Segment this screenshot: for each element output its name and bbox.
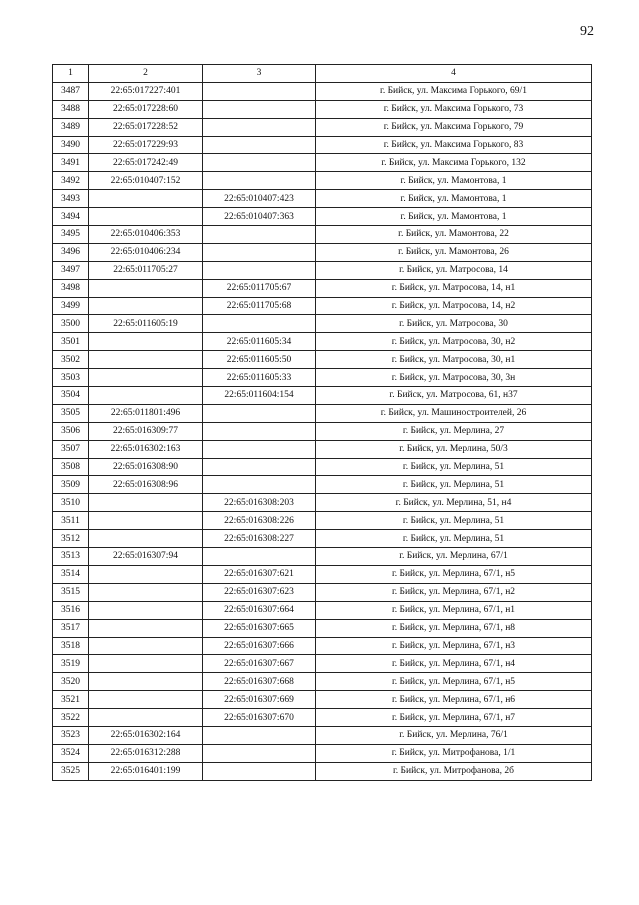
object-cadastral-number-cell: 22:65:011705:68	[203, 297, 316, 315]
table-header-row	[53, 65, 592, 83]
object-cadastral-number-cell	[203, 404, 316, 422]
address-cell: г. Бийск, ул. Митрофанова, 2б	[316, 762, 592, 780]
address-cell: г. Бийск, ул. Мерлина, 51	[316, 530, 592, 548]
table-row	[53, 512, 592, 530]
table-row	[53, 476, 592, 494]
address-cell: г. Бийск, ул. Мамонтова, 22	[316, 226, 592, 244]
row-number-cell: 3505	[53, 404, 89, 422]
column-header-3: 3	[203, 65, 316, 83]
table-row	[53, 387, 592, 405]
land-cadastral-number-cell	[89, 351, 203, 369]
address-cell: г. Бийск, ул. Матросова, 30	[316, 315, 592, 333]
land-cadastral-number-cell: 22:65:017242:49	[89, 154, 203, 172]
address-cell: г. Бийск, ул. Максима Горького, 69/1	[316, 82, 592, 100]
table-row	[53, 279, 592, 297]
object-cadastral-number-cell	[203, 422, 316, 440]
object-cadastral-number-cell: 22:65:011705:67	[203, 279, 316, 297]
address-cell: г. Бийск, ул. Максима Горького, 132	[316, 154, 592, 172]
address-cell: г. Бийск, ул. Матросова, 61, н37	[316, 387, 592, 405]
land-cadastral-number-cell	[89, 297, 203, 315]
address-cell: г. Бийск, ул. Мерлина, 51	[316, 458, 592, 476]
address-cell: г. Бийск, ул. Мерлина, 67/1, н2	[316, 583, 592, 601]
address-cell: г. Бийск, ул. Митрофанова, 1/1	[316, 744, 592, 762]
land-cadastral-number-cell: 22:65:017227:401	[89, 82, 203, 100]
table-row	[53, 744, 592, 762]
address-cell: г. Бийск, ул. Матросова, 30, 3н	[316, 369, 592, 387]
column-header-2: 2	[89, 65, 203, 83]
address-cell: г. Бийск, ул. Мерлина, 67/1, н5	[316, 673, 592, 691]
land-cadastral-number-cell: 22:65:016309:77	[89, 422, 203, 440]
row-number-cell: 3515	[53, 583, 89, 601]
object-cadastral-number-cell	[203, 172, 316, 190]
object-cadastral-number-cell	[203, 476, 316, 494]
land-cadastral-number-cell: 22:65:010407:152	[89, 172, 203, 190]
table-row	[53, 601, 592, 619]
table-row	[53, 208, 592, 226]
table-row	[53, 351, 592, 369]
table-row	[53, 458, 592, 476]
object-cadastral-number-cell	[203, 548, 316, 566]
land-cadastral-number-cell	[89, 333, 203, 351]
object-cadastral-number-cell: 22:65:011605:34	[203, 333, 316, 351]
land-cadastral-number-cell: 22:65:010406:234	[89, 243, 203, 261]
address-cell: г. Бийск, ул. Мерлина, 67/1, н4	[316, 655, 592, 673]
row-number-cell: 3502	[53, 351, 89, 369]
row-number-cell: 3501	[53, 333, 89, 351]
land-cadastral-number-cell	[89, 637, 203, 655]
land-cadastral-number-cell	[89, 601, 203, 619]
address-cell: г. Бийск, ул. Мамонтова, 1	[316, 172, 592, 190]
object-cadastral-number-cell: 22:65:011604:154	[203, 387, 316, 405]
object-cadastral-number-cell	[203, 136, 316, 154]
address-cell: г. Бийск, ул. Мерлина, 76/1	[316, 726, 592, 744]
table-row	[53, 440, 592, 458]
row-number-cell: 3522	[53, 709, 89, 727]
row-number-cell: 3514	[53, 565, 89, 583]
row-number-cell: 3490	[53, 136, 89, 154]
land-cadastral-number-cell	[89, 565, 203, 583]
table-row	[53, 565, 592, 583]
table-row	[53, 404, 592, 422]
land-cadastral-number-cell: 22:65:016307:94	[89, 548, 203, 566]
address-cell: г. Бийск, ул. Мерлина, 50/3	[316, 440, 592, 458]
table-row	[53, 297, 592, 315]
address-cell: г. Бийск, ул. Максима Горького, 73	[316, 100, 592, 118]
object-cadastral-number-cell	[203, 118, 316, 136]
object-cadastral-number-cell: 22:65:016307:669	[203, 691, 316, 709]
table-row	[53, 172, 592, 190]
row-number-cell: 3518	[53, 637, 89, 655]
land-cadastral-number-cell: 22:65:017228:60	[89, 100, 203, 118]
table-row	[53, 655, 592, 673]
land-cadastral-number-cell: 22:65:017228:52	[89, 118, 203, 136]
table-row	[53, 637, 592, 655]
table-row	[53, 369, 592, 387]
land-cadastral-number-cell	[89, 709, 203, 727]
land-cadastral-number-cell: 22:65:016401:199	[89, 762, 203, 780]
object-cadastral-number-cell	[203, 100, 316, 118]
address-cell: г. Бийск, ул. Мамонтова, 1	[316, 190, 592, 208]
table-row	[53, 619, 592, 637]
row-number-cell: 3524	[53, 744, 89, 762]
row-number-cell: 3520	[53, 673, 89, 691]
table-row	[53, 333, 592, 351]
land-cadastral-number-cell	[89, 512, 203, 530]
row-number-cell: 3513	[53, 548, 89, 566]
address-cell: г. Бийск, ул. Мерлина, 67/1, н6	[316, 691, 592, 709]
row-number-cell: 3494	[53, 208, 89, 226]
object-cadastral-number-cell	[203, 261, 316, 279]
table-row	[53, 726, 592, 744]
row-number-cell: 3506	[53, 422, 89, 440]
address-cell: г. Бийск, ул. Матросова, 30, н1	[316, 351, 592, 369]
land-cadastral-number-cell: 22:65:011705:27	[89, 261, 203, 279]
table-row	[53, 548, 592, 566]
object-cadastral-number-cell: 22:65:010407:363	[203, 208, 316, 226]
object-cadastral-number-cell: 22:65:016307:623	[203, 583, 316, 601]
land-cadastral-number-cell	[89, 190, 203, 208]
object-cadastral-number-cell	[203, 243, 316, 261]
row-number-cell: 3504	[53, 387, 89, 405]
object-cadastral-number-cell	[203, 315, 316, 333]
row-number-cell: 3487	[53, 82, 89, 100]
object-cadastral-number-cell	[203, 762, 316, 780]
address-cell: г. Бийск, ул. Матросова, 14	[316, 261, 592, 279]
row-number-cell: 3519	[53, 655, 89, 673]
object-cadastral-number-cell: 22:65:016308:226	[203, 512, 316, 530]
land-cadastral-number-cell: 22:65:016308:96	[89, 476, 203, 494]
table-row	[53, 691, 592, 709]
table-row	[53, 583, 592, 601]
table-row	[53, 673, 592, 691]
table-row	[53, 226, 592, 244]
land-cadastral-number-cell: 22:65:010406:353	[89, 226, 203, 244]
row-number-cell: 3495	[53, 226, 89, 244]
table-row	[53, 136, 592, 154]
address-cell: г. Бийск, ул. Максима Горького, 83	[316, 136, 592, 154]
address-cell: г. Бийск, ул. Мерлина, 67/1, н5	[316, 565, 592, 583]
row-number-cell: 3488	[53, 100, 89, 118]
object-cadastral-number-cell: 22:65:016307:667	[203, 655, 316, 673]
row-number-cell: 3489	[53, 118, 89, 136]
column-header-4: 4	[316, 65, 592, 83]
row-number-cell: 3507	[53, 440, 89, 458]
object-cadastral-number-cell	[203, 726, 316, 744]
table-row	[53, 315, 592, 333]
address-cell: г. Бийск, ул. Мерлина, 67/1, н8	[316, 619, 592, 637]
land-cadastral-number-cell: 22:65:017229:93	[89, 136, 203, 154]
land-cadastral-number-cell	[89, 279, 203, 297]
row-number-cell: 3503	[53, 369, 89, 387]
table-row	[53, 118, 592, 136]
row-number-cell: 3492	[53, 172, 89, 190]
object-cadastral-number-cell	[203, 744, 316, 762]
land-cadastral-number-cell	[89, 369, 203, 387]
object-cadastral-number-cell: 22:65:016307:670	[203, 709, 316, 727]
object-cadastral-number-cell: 22:65:011605:50	[203, 351, 316, 369]
row-number-cell: 3508	[53, 458, 89, 476]
land-cadastral-number-cell	[89, 583, 203, 601]
column-header-1: 1	[53, 65, 89, 83]
land-cadastral-number-cell: 22:65:016312:288	[89, 744, 203, 762]
row-number-cell: 3523	[53, 726, 89, 744]
land-cadastral-number-cell	[89, 530, 203, 548]
land-cadastral-number-cell: 22:65:011801:496	[89, 404, 203, 422]
object-cadastral-number-cell: 22:65:016307:668	[203, 673, 316, 691]
land-cadastral-number-cell	[89, 655, 203, 673]
row-number-cell: 3500	[53, 315, 89, 333]
table-row	[53, 422, 592, 440]
address-cell: г. Бийск, ул. Мерлина, 67/1, н1	[316, 601, 592, 619]
address-cell: г. Бийск, ул. Мерлина, 51	[316, 512, 592, 530]
object-cadastral-number-cell	[203, 82, 316, 100]
address-cell: г. Бийск, ул. Матросова, 14, н1	[316, 279, 592, 297]
object-cadastral-number-cell	[203, 440, 316, 458]
table-body	[53, 82, 592, 780]
address-cell: г. Бийск, ул. Мамонтова, 26	[316, 243, 592, 261]
object-cadastral-number-cell: 22:65:010407:423	[203, 190, 316, 208]
address-cell: г. Бийск, ул. Мерлина, 51	[316, 476, 592, 494]
table-row	[53, 243, 592, 261]
address-cell: г. Бийск, ул. Мерлина, 67/1	[316, 548, 592, 566]
object-cadastral-number-cell	[203, 226, 316, 244]
row-number-cell: 3512	[53, 530, 89, 548]
row-number-cell: 3493	[53, 190, 89, 208]
table-row	[53, 154, 592, 172]
object-cadastral-number-cell	[203, 154, 316, 172]
address-cell: г. Бийск, ул. Матросова, 30, н2	[316, 333, 592, 351]
address-cell: г. Бийск, ул. Мерлина, 27	[316, 422, 592, 440]
table-row	[53, 82, 592, 100]
row-number-cell: 3517	[53, 619, 89, 637]
page-number: 92	[580, 24, 594, 39]
land-cadastral-number-cell: 22:65:016302:164	[89, 726, 203, 744]
property-register-table	[52, 64, 592, 781]
row-number-cell: 3509	[53, 476, 89, 494]
address-cell: г. Бийск, ул. Максима Горького, 79	[316, 118, 592, 136]
table-row	[53, 530, 592, 548]
object-cadastral-number-cell: 22:65:016307:665	[203, 619, 316, 637]
address-cell: г. Бийск, ул. Мерлина, 67/1, н3	[316, 637, 592, 655]
land-cadastral-number-cell	[89, 691, 203, 709]
row-number-cell: 3516	[53, 601, 89, 619]
land-cadastral-number-cell	[89, 619, 203, 637]
object-cadastral-number-cell: 22:65:016307:666	[203, 637, 316, 655]
row-number-cell: 3510	[53, 494, 89, 512]
row-number-cell: 3498	[53, 279, 89, 297]
row-number-cell: 3491	[53, 154, 89, 172]
address-cell: г. Бийск, ул. Мамонтова, 1	[316, 208, 592, 226]
land-cadastral-number-cell	[89, 387, 203, 405]
address-cell: г. Бийск, ул. Мерлина, 51, н4	[316, 494, 592, 512]
table-row	[53, 762, 592, 780]
land-cadastral-number-cell: 22:65:016308:90	[89, 458, 203, 476]
table-row	[53, 709, 592, 727]
land-cadastral-number-cell: 22:65:016302:163	[89, 440, 203, 458]
address-cell: г. Бийск, ул. Машиностроителей, 26	[316, 404, 592, 422]
address-cell: г. Бийск, ул. Мерлина, 67/1, н7	[316, 709, 592, 727]
row-number-cell: 3499	[53, 297, 89, 315]
object-cadastral-number-cell: 22:65:016308:203	[203, 494, 316, 512]
row-number-cell: 3521	[53, 691, 89, 709]
object-cadastral-number-cell: 22:65:016307:621	[203, 565, 316, 583]
table-row	[53, 261, 592, 279]
row-number-cell: 3525	[53, 762, 89, 780]
row-number-cell: 3511	[53, 512, 89, 530]
table-row	[53, 190, 592, 208]
address-cell: г. Бийск, ул. Матросова, 14, н2	[316, 297, 592, 315]
object-cadastral-number-cell: 22:65:011605:33	[203, 369, 316, 387]
table-row	[53, 494, 592, 512]
object-cadastral-number-cell: 22:65:016308:227	[203, 530, 316, 548]
object-cadastral-number-cell: 22:65:016307:664	[203, 601, 316, 619]
table-row	[53, 100, 592, 118]
land-cadastral-number-cell: 22:65:011605:19	[89, 315, 203, 333]
object-cadastral-number-cell	[203, 458, 316, 476]
land-cadastral-number-cell	[89, 208, 203, 226]
land-cadastral-number-cell	[89, 494, 203, 512]
row-number-cell: 3496	[53, 243, 89, 261]
row-number-cell: 3497	[53, 261, 89, 279]
land-cadastral-number-cell	[89, 673, 203, 691]
